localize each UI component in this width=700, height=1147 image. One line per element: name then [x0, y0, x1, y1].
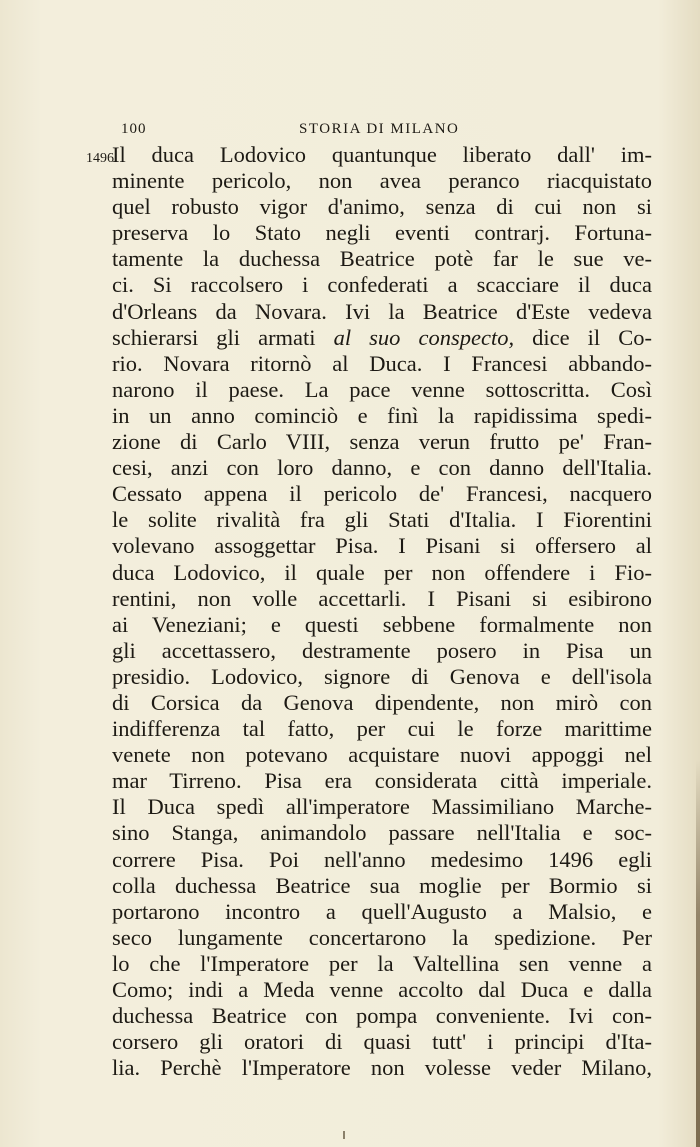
text-line: Cessato appena il pericolo de' Francesi, nacquero	[112, 481, 652, 507]
running-title: STORIA DI MILANO	[299, 121, 460, 137]
text-line: Il Duca spedì all'imperatore Massimiliano Marche-	[112, 794, 652, 820]
text-line: correre Pisa. Poi nell'anno medesimo 1496 egli	[112, 846, 652, 872]
running-head	[121, 121, 581, 141]
ink-speck	[343, 1131, 345, 1139]
text-line: gli accettassero, destramente posero in Pisa un	[112, 637, 652, 663]
text-line: ai Veneziani; e questi sebbene formalmente non	[112, 611, 652, 637]
text-line: rentini, non volle accettarli. I Pisani si esibirono	[112, 585, 652, 611]
body-text	[112, 142, 652, 1081]
page-edge-shadow	[696, 760, 700, 1147]
text-line: volevano assoggettar Pisa. I Pisani si offersero al	[112, 533, 652, 559]
text-line-with-italic	[112, 325, 652, 351]
text-line: rio. Novara ritornò al Duca. I Francesi abbando-	[112, 350, 652, 376]
text-line: colla duchessa Beatrice sua moglie per Bormio si	[112, 872, 652, 898]
text-line: Il duca Lodovico quantunque liberato dall' im-	[112, 142, 652, 167]
text-line: indifferenza tal fatto, per cui le forze marittime	[112, 716, 652, 742]
text-line: duca Lodovico, il quale per non offendere i Fio-	[112, 559, 652, 585]
text-line: corsero gli oratori di quasi tutt' i principi d'Ita-	[112, 1029, 652, 1055]
text-line: mar Tirreno. Pisa era considerata città imperiale.	[112, 768, 652, 794]
text-line: lia. Perchè l'Imperatore non volesse veder Milano,	[112, 1055, 652, 1081]
text-line: le solite rivalità fra gli Stati d'Italia. I Fiorentini	[112, 507, 652, 533]
text-line: sino Stanga, animandolo passare nell'Italia e soc-	[112, 820, 652, 846]
text-line: lo che l'Imperatore per la Valtellina sen venne a	[112, 950, 652, 976]
text-line: seco lungamente concertarono la spedizione. Per	[112, 924, 652, 950]
text-line: d'Orleans da Novara. Ivi la Beatrice d'Este vedeva	[112, 298, 652, 324]
text-line: portarono incontro a quell'Augusto a Malsio, e	[112, 898, 652, 924]
text-line: duchessa Beatrice con pompa conveniente. Ivi con-	[112, 1003, 652, 1029]
text-line: cesi, anzi con loro danno, e con danno dell'Italia.	[112, 455, 652, 481]
text-line: in un anno cominciò e finì la rapidissima spedi-	[112, 402, 652, 428]
text-line: presidio. Lodovico, signore di Genova e dell'isola	[112, 663, 652, 689]
text-line: venete non potevano acquistare nuovi appoggi nel	[112, 742, 652, 768]
text-line: minente pericolo, non avea peranco riacquistato	[112, 168, 652, 194]
text-line: quel robusto vigor d'animo, senza di cui non si	[112, 194, 652, 220]
margin-year-note: 1496	[86, 151, 114, 166]
text-segment: schierarsi gli armati	[112, 324, 334, 350]
italic-phrase: al suo conspecto,	[333, 324, 515, 350]
text-segment: dice il Co-	[514, 324, 652, 350]
text-line: narono il paese. La pace venne sottoscritta. Così	[112, 376, 652, 402]
text-line: Como; indi a Meda venne accolto dal Duca e dalla	[112, 977, 652, 1002]
text-line: zione di Carlo VIII, senza verun frutto pe' Fran-	[112, 429, 652, 455]
text-line: ci. Si raccolsero i confederati a scacciare il duca	[112, 272, 652, 298]
text-line: di Corsica da Genova dipendente, non mirò con	[112, 689, 652, 715]
text-line: preserva lo Stato negli eventi contrarj. Fortuna-	[112, 220, 652, 246]
page-number: 100	[121, 121, 147, 137]
text-line: tamente la duchessa Beatrice potè far le sue ve-	[112, 246, 652, 272]
